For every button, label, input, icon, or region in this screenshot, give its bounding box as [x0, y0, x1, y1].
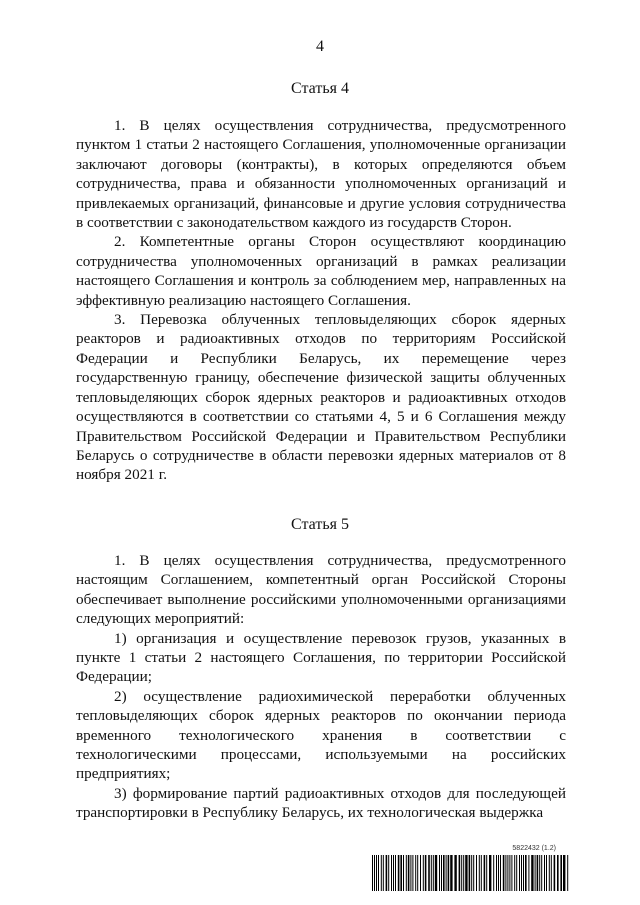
barcode-bar: [523, 855, 524, 891]
barcode-bar: [450, 855, 452, 891]
article-5-heading: Статья 5: [291, 516, 349, 533]
article-4-paragraph: 1. В целях осуществления сотрудничества, предусмотренного пунктом 1 статьи 2 настоящего Соглашения, уполномоченные организации заключают договоры (контракты), в которых определяются объем сотрудничества, права и обязанности уполномоченных организаций и привлекаемых организаций, финансовые и другие условия сотрудничества в соответствии с законодательством каждого из государств Сторон.: [76, 117, 566, 232]
barcode-bar: [398, 855, 400, 891]
barcode-bar: [519, 855, 520, 891]
barcode-bar: [535, 855, 536, 891]
barcode-bar: [498, 855, 499, 891]
barcode-bar: [372, 855, 373, 891]
barcode-bar: [546, 855, 547, 891]
article-4-body: [76, 116, 566, 485]
barcode-bar: [516, 855, 517, 891]
barcode-bar: [551, 855, 552, 891]
barcode-bar: [406, 855, 407, 891]
barcode-bar: [435, 855, 437, 891]
barcode-bar: [374, 855, 375, 891]
barcode-bar: [557, 855, 559, 891]
barcode-code: 5822432 (1.2): [512, 845, 556, 852]
barcode-bar: [514, 855, 515, 891]
barcode-bar: [484, 855, 486, 891]
page-number: 4: [316, 38, 324, 55]
barcode-bar: [541, 855, 542, 891]
barcode-bar: [505, 855, 506, 891]
barcode-bar: [507, 855, 508, 891]
barcode-bar: [443, 855, 445, 891]
barcode-bar: [496, 855, 497, 891]
barcode-bar: [417, 855, 418, 891]
barcode-bar: [489, 855, 491, 891]
article-5-item: 2) осуществление радиохимической переработки облученных тепловыделяющих сборок ядерных реакторов по окончании периода временного технологического хранения в соответствии с технологическими процессами, используемыми на российских предприятиях;: [76, 687, 566, 783]
barcode-bar: [481, 855, 482, 891]
barcode-bar: [383, 855, 384, 891]
barcode-bar: [554, 855, 556, 891]
barcode-bar: [448, 855, 450, 891]
barcode-bar: [400, 855, 402, 891]
barcode-bar: [531, 855, 533, 891]
article-4-heading: Статья 4: [291, 80, 349, 97]
barcode-bar: [544, 855, 545, 891]
article-5-item: 3) формирование партий радиоактивных отходов для последующей транспортировки в Республику Беларусь, их технологическая выдержка: [76, 784, 566, 822]
barcode-bar: [479, 855, 480, 891]
barcode-bar: [410, 855, 411, 891]
barcode-bar: [463, 855, 464, 891]
barcode-bar: [563, 855, 565, 891]
barcode-bar: [388, 855, 389, 891]
barcode-bar: [509, 855, 510, 891]
barcode-bar: [471, 855, 472, 891]
barcode-bar: [521, 855, 522, 891]
barcode-bar: [420, 855, 421, 891]
barcode-bar: [408, 855, 410, 891]
barcode-bar: [433, 855, 434, 891]
article-5-paragraph: 1. В целях осуществления сотрудничества, предусмотренного настоящим Соглашением, компетентный орган Российской Стороны обеспечивает выполнение российскими уполномоченными организациями следующих мероприятий:: [76, 552, 566, 628]
barcode-bar: [395, 855, 396, 891]
barcode-bar: [376, 855, 377, 891]
barcode-bar: [454, 855, 456, 891]
article-4-paragraph: 3. Перевозка облученных тепловыделяющих сборок ядерных реакторов и радиоактивных отходов по территориям Российской Федерации и Республики Беларусь, их перемещение через государственную границу, обеспечение физической защиты облученных тепловыделяющих сборок ядерных реакторов и радиоактивных отходов осуществляются в соответствии со статьями 4, 5 и 6 Соглашения между Правительством Российской Федерации и Правительством Республики Беларусь о сотрудничестве в области перевозки ядерных материалов от 8 ноября 2021 г.: [76, 311, 566, 484]
barcode-bar: [386, 855, 388, 891]
barcode-bar: [560, 855, 562, 891]
barcode-bar: [439, 855, 440, 891]
barcode-bar: [503, 855, 505, 891]
barcode-bar: [428, 855, 430, 891]
barcode-bar: [473, 855, 474, 891]
barcode-bar: [425, 855, 427, 891]
barcode-bar: [391, 855, 392, 891]
barcode-bar: [446, 855, 447, 891]
barcode-bar: [525, 855, 527, 891]
barcode-bar: [415, 855, 416, 891]
article-5-body: [76, 551, 566, 823]
barcode-bar: [441, 855, 442, 891]
barcode-bar: [378, 855, 379, 891]
barcode-bar: [528, 855, 529, 891]
barcode-icon: [372, 855, 570, 891]
barcode-bar: [476, 855, 477, 891]
barcode-bar: [469, 855, 471, 891]
barcode-bar: [431, 855, 432, 891]
barcode-bar: [403, 855, 404, 891]
barcode-bar: [486, 855, 487, 891]
article-5-item: 1) организация и осуществление перевозок грузов, указанных в пункте 1 статьи 2 настоящего Соглашения, по территории Российской Федерации;: [76, 629, 566, 686]
barcode-bar: [461, 855, 462, 891]
barcode-bar: [393, 855, 394, 891]
barcode-bar: [549, 855, 550, 891]
barcode-bar: [381, 855, 382, 891]
barcode-bar: [567, 855, 568, 891]
barcode-bar: [412, 855, 413, 891]
barcode-bar: [539, 855, 540, 891]
barcode-bar: [423, 855, 424, 891]
barcode-bar: [459, 855, 461, 891]
barcode-bar: [493, 855, 494, 891]
barcode-bar: [500, 855, 501, 891]
article-4-paragraph: 2. Компетентные органы Сторон осуществляют координацию сотрудничества уполномоченных организаций в рамках реализации настоящего Соглашения и контроль за соблюдением мер, направленных на эффективную реализацию настоящего Соглашения.: [76, 233, 566, 309]
barcode-bar: [465, 855, 467, 891]
barcode-bar: [511, 855, 512, 891]
barcode-bar: [537, 855, 539, 891]
document-barcode: [372, 845, 570, 893]
